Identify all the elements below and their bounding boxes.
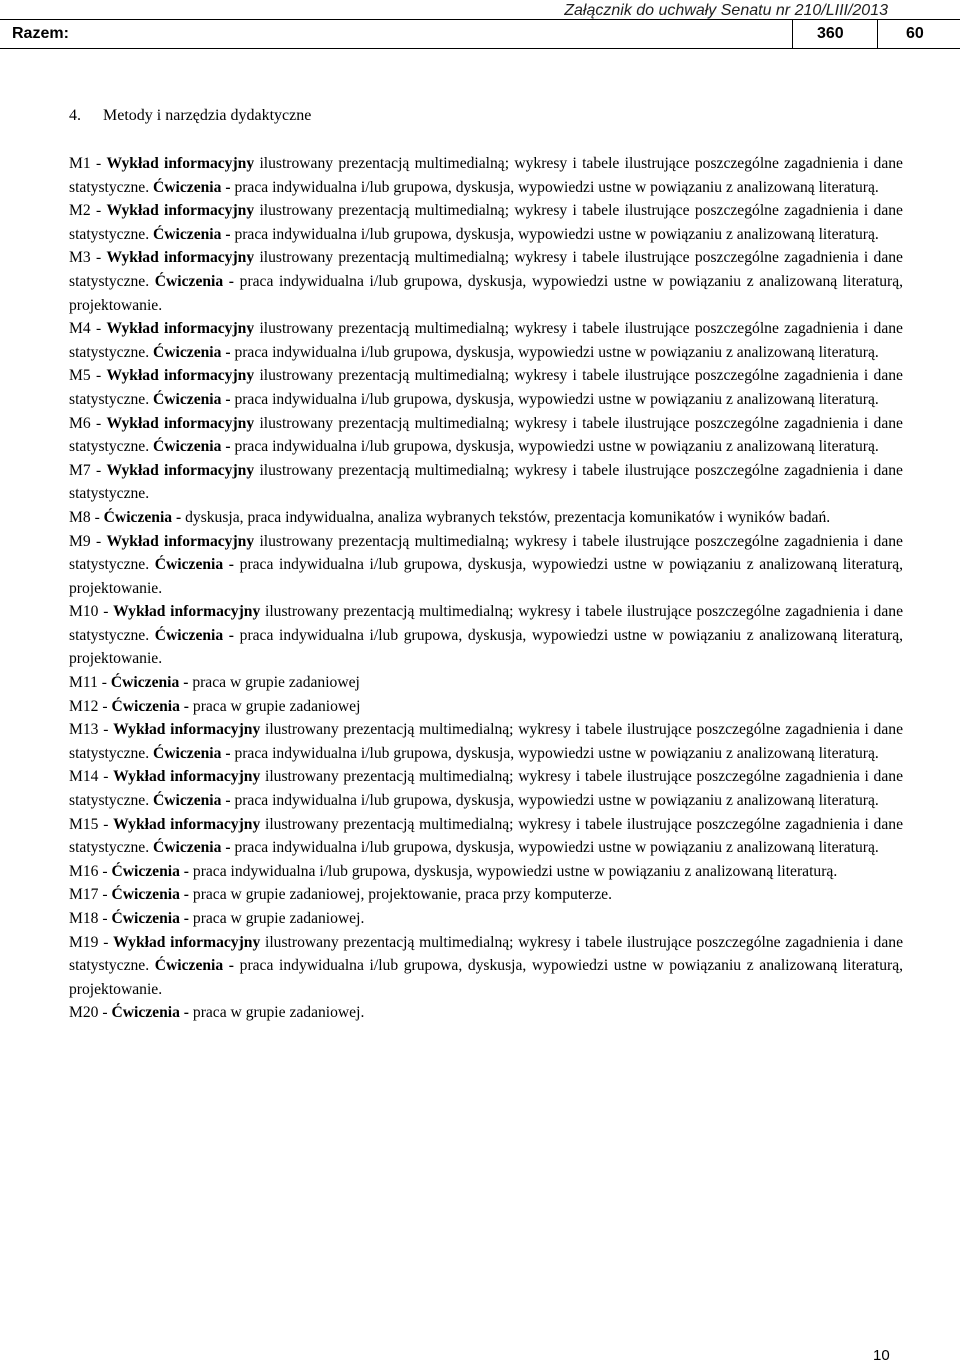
method-exercise-label: Ćwiczenia -: [153, 178, 231, 196]
method-exercise-label: Ćwiczenia -: [111, 862, 189, 880]
summary-points: 60: [878, 20, 960, 49]
method-lecture-label: Wykład informacyjny: [106, 414, 255, 432]
method-exercise-label: Ćwiczenia -: [111, 697, 189, 715]
summary-hours: 360: [793, 20, 878, 49]
method-exercise-text: praca indywidualna i/lub grupowa, dyskusja, wypowiedzi ustne w powiązaniu z analizowaną literaturą, projektowanie.: [69, 626, 904, 668]
method-code: M13: [69, 721, 99, 739]
method-lecture-text: ilustrowany prezentacją multimedialną; wykresy i tabele ilustrujące poszczególne zagadnienia i dane statystyczne.: [69, 532, 903, 574]
method-item-m1: M1 - Wykład informacyjny ilustrowany prezentacją multimedialną; wykresy i tabele ilustrujące poszczególne zagadnienia i dane statystyczne. Ćwiczenia - praca indywidualna i/lub grupowa, dyskusja, wypowiedzi ustne w powiązaniu z analizowaną literaturą.: [69, 155, 903, 196]
method-item-m13: M13 - Wykład informacyjny ilustrowany prezentacją multimedialną; wykresy i tabele ilustrujące poszczególne zagadnienia i dane statystyczne. Ćwiczenia - praca indywidualna i/lub grupowa, dyskusja, wypowiedzi ustne w powiązaniu z analizowaną literaturą.: [69, 721, 903, 762]
method-lecture-text: ilustrowany prezentacją multimedialną; wykresy i tabele ilustrujące poszczególne zagadnienia i dane statystyczne.: [69, 721, 903, 762]
method-exercise-text: praca indywidualna i/lub grupowa, dyskusja, wypowiedzi ustne w powiązaniu z analizowaną literaturą.: [234, 438, 879, 456]
method-code: M6: [69, 414, 91, 432]
method-lecture-text: ilustrowany prezentacją multimedialną; wykresy i tabele ilustrujące poszczególne zagadnienia i dane statystyczne.: [69, 933, 903, 975]
method-item-m11: M11 - Ćwiczenia - praca w grupie zadaniowej: [69, 674, 360, 692]
method-code: M3: [69, 249, 91, 267]
method-item-m18: M18 - Ćwiczenia - praca w grupie zadaniowej.: [69, 910, 365, 927]
method-code: M1: [69, 155, 91, 172]
method-exercise-text: praca w grupie zadaniowej.: [192, 1004, 365, 1022]
section-heading: [69, 105, 311, 127]
method-exercise-text: praca indywidualna i/lub grupowa, dyskusja, wypowiedzi ustne w powiązaniu z analizowaną literaturą.: [234, 225, 879, 243]
method-exercise-label: Ćwiczenia -: [153, 438, 231, 456]
method-code: M10: [69, 603, 99, 621]
method-code: M18: [69, 910, 99, 927]
method-exercise-text: praca w grupie zadaniowej, projektowanie, praca przy komputerze.: [192, 886, 612, 904]
method-lecture-label: Wykład informacyjny: [113, 933, 261, 951]
method-exercise-text: praca indywidualna i/lub grupowa, dyskusja, wypowiedzi ustne w powiązaniu z analizowaną literaturą.: [234, 390, 879, 408]
method-code: M12: [69, 697, 99, 715]
method-exercise-label: Ćwiczenia -: [154, 957, 234, 975]
method-item-m2: M2 - Wykład informacyjny ilustrowany prezentacją multimedialną; wykresy i tabele ilustrujące poszczególne zagadnienia i dane statystyczne. Ćwiczenia - praca indywidualna i/lub grupowa, dyskusja, wypowiedzi ustne w powiązaniu z analizowaną literaturą.: [69, 202, 903, 243]
method-lecture-text: ilustrowany prezentacją multimedialną; wykresy i tabele ilustrujące poszczególne zagadnienia i dane statystyczne.: [69, 603, 903, 644]
method-code: M8: [69, 508, 91, 526]
method-exercise-label: Ćwiczenia -: [110, 674, 189, 692]
method-exercise-label: Ćwiczenia -: [154, 272, 234, 290]
method-exercise-text: praca indywidualna i/lub grupowa, dyskusja, wypowiedzi ustne w powiązaniu z analizowaną literaturą, projektowanie.: [69, 556, 904, 597]
method-lecture-text: ilustrowany prezentacją multimedialną; wykresy i tabele ilustrujące poszczególne zagadnienia i dane statystyczne.: [69, 155, 903, 196]
method-lecture-text: ilustrowany prezentacją multimedialną; wykresy i tabele ilustrujące poszczególne zagadnienia i dane statystyczne.: [69, 249, 903, 290]
method-exercise-text: praca w grupie zadaniowej.: [192, 910, 365, 927]
method-exercise-label: Ćwiczenia -: [103, 508, 182, 526]
method-exercise-text: praca indywidualna i/lub grupowa, dyskusja, wypowiedzi ustne w powiązaniu z analizowaną literaturą.: [234, 792, 879, 810]
method-lecture-label: Wykład informacyjny: [106, 367, 255, 385]
method-exercise-label: Ćwiczenia -: [154, 626, 234, 644]
method-lecture-text: ilustrowany prezentacją multimedialną; wykresy i tabele ilustrujące poszczególne zagadnienia i dane statystyczne.: [69, 367, 903, 408]
method-lecture-label: Wykład informacyjny: [106, 155, 255, 172]
methods-list: [69, 152, 903, 1025]
method-item-m5: M5 - Wykład informacyjny ilustrowany prezentacją multimedialną; wykresy i tabele ilustrujące poszczególne zagadnienia i dane statystyczne. Ćwiczenia - praca indywidualna i/lub grupowa, dyskusja, wypowiedzi ustne w powiązaniu z analizowaną literaturą.: [69, 367, 903, 408]
summary-label: Razem:: [0, 20, 793, 49]
method-exercise-text: praca indywidualna i/lub grupowa, dyskusja, wypowiedzi ustne w powiązaniu z analizowaną literaturą.: [234, 343, 879, 361]
method-exercise-label: Ćwiczenia -: [153, 390, 231, 408]
method-lecture-label: Wykład informacyjny: [106, 320, 255, 338]
method-lecture-text: ilustrowany prezentacją multimedialną; wykresy i tabele ilustrujące poszczególne zagadnienia i dane statystyczne.: [69, 414, 903, 456]
method-code: M17: [69, 886, 99, 904]
method-lecture-text: ilustrowany prezentacją multimedialną; wykresy i tabele ilustrujące poszczególne zagadnienia i dane statystyczne.: [69, 202, 903, 243]
method-exercise-text: praca indywidualna i/lub grupowa, dyskusja, wypowiedzi ustne w powiązaniu z analizowaną literaturą.: [234, 178, 879, 196]
method-exercise-text: praca indywidualna i/lub grupowa, dyskusja, wypowiedzi ustne w powiązaniu z analizowaną literaturą, projektowanie.: [69, 957, 904, 998]
method-exercise-text: praca w grupie zadaniowej: [192, 697, 361, 715]
method-code: M9: [69, 532, 91, 550]
method-lecture-label: Wykład informacyjny: [106, 202, 255, 220]
method-code: M16: [69, 862, 99, 880]
method-lecture-label: Wykład informacyjny: [106, 461, 255, 479]
method-item-m8: M8 - Ćwiczenia - dyskusja, praca indywidualna, analiza wybranych tekstów, prezentacja komunikatów i wyników badań.: [69, 508, 831, 526]
method-code: M11: [69, 674, 98, 692]
method-code: M20: [69, 1004, 99, 1022]
method-code: M4: [69, 320, 91, 338]
method-exercise-text: praca indywidualna i/lub grupowa, dyskusja, wypowiedzi ustne w powiązaniu z analizowaną literaturą.: [192, 862, 838, 880]
method-exercise-label: Ćwiczenia -: [111, 910, 189, 927]
page-number: 10: [873, 1347, 890, 1364]
method-item-m14: M14 - Wykład informacyjny ilustrowany prezentacją multimedialną; wykresy i tabele ilustrujące poszczególne zagadnienia i dane statystyczne. Ćwiczenia - praca indywidualna i/lub grupowa, dyskusja, wypowiedzi ustne w powiązaniu z analizowaną literaturą.: [69, 768, 903, 810]
section-number: 4.: [69, 107, 81, 124]
method-code: M7: [69, 461, 91, 479]
method-lecture-label: Wykład informacyjny: [106, 249, 255, 267]
method-code: M19: [69, 933, 99, 951]
method-item-m20: M20 - Ćwiczenia - praca w grupie zadaniowej.: [69, 1004, 365, 1022]
method-item-m9: M9 - Wykład informacyjny ilustrowany prezentacją multimedialną; wykresy i tabele ilustrujące poszczególne zagadnienia i dane statystyczne. Ćwiczenia - praca indywidualna i/lub grupowa, dyskusja, wypowiedzi ustne w powiązaniu z analizowaną literaturą, projektowanie.: [69, 532, 904, 597]
method-item-m15: M15 - Wykład informacyjny ilustrowany prezentacją multimedialną; wykresy i tabele ilustrujące poszczególne zagadnienia i dane statystyczne. Ćwiczenia - praca indywidualna i/lub grupowa, dyskusja, wypowiedzi ustne w powiązaniu z analizowaną literaturą.: [69, 815, 903, 857]
method-exercise-text: dyskusja, praca indywidualna, analiza wybranych tekstów, prezentacja komunikatów i wyników badań.: [185, 508, 831, 526]
method-lecture-label: Wykład informacyjny: [113, 768, 261, 786]
attachment-header-note: Załącznik do uchwały Senatu nr 210/LIII/2013: [564, 2, 888, 19]
method-exercise-label: Ćwiczenia -: [153, 839, 231, 857]
method-lecture-label: Wykład informacyjny: [113, 815, 261, 833]
method-exercise-text: praca indywidualna i/lub grupowa, dyskusja, wypowiedzi ustne w powiązaniu z analizowaną literaturą, projektowanie.: [69, 272, 904, 314]
method-exercise-text: praca indywidualna i/lub grupowa, dyskusja, wypowiedzi ustne w powiązaniu z analizowaną literaturą.: [234, 744, 879, 762]
method-item-m19: M19 - Wykład informacyjny ilustrowany prezentacją multimedialną; wykresy i tabele ilustrujące poszczególne zagadnienia i dane statystyczne. Ćwiczenia - praca indywidualna i/lub grupowa, dyskusja, wypowiedzi ustne w powiązaniu z analizowaną literaturą, projektowanie.: [69, 933, 904, 998]
method-item-m6: M6 - Wykład informacyjny ilustrowany prezentacją multimedialną; wykresy i tabele ilustrujące poszczególne zagadnienia i dane statystyczne. Ćwiczenia - praca indywidualna i/lub grupowa, dyskusja, wypowiedzi ustne w powiązaniu z analizowaną literaturą.: [69, 414, 903, 456]
method-item-m12: M12 - Ćwiczenia - praca w grupie zadaniowej: [69, 697, 361, 715]
method-code: M5: [69, 367, 91, 385]
method-lecture-label: Wykład informacyjny: [113, 603, 261, 621]
method-lecture-text: ilustrowany prezentacją multimedialną; wykresy i tabele ilustrujące poszczególne zagadnienia i dane statystyczne.: [69, 768, 903, 810]
method-item-m17: M17 - Ćwiczenia - praca w grupie zadaniowej, projektowanie, praca przy komputerze.: [69, 886, 612, 904]
summary-row: [0, 20, 960, 49]
method-code: M2: [69, 202, 91, 220]
method-item-m4: M4 - Wykład informacyjny ilustrowany prezentacją multimedialną; wykresy i tabele ilustrujące poszczególne zagadnienia i dane statystyczne. Ćwiczenia - praca indywidualna i/lub grupowa, dyskusja, wypowiedzi ustne w powiązaniu z analizowaną literaturą.: [69, 320, 903, 361]
method-exercise-label: Ćwiczenia -: [111, 886, 189, 904]
method-lecture-text: ilustrowany prezentacją multimedialną; wykresy i tabele ilustrujące poszczególne zagadnienia i dane statystyczne.: [69, 461, 903, 503]
method-code: M14: [69, 768, 99, 786]
method-exercise-text: praca w grupie zadaniowej: [192, 674, 360, 692]
method-exercise-label: Ćwiczenia -: [153, 792, 231, 810]
method-exercise-label: Ćwiczenia -: [153, 744, 231, 762]
section-title: Metody i narzędzia dydaktyczne: [103, 107, 312, 124]
method-lecture-label: Wykład informacyjny: [106, 532, 255, 550]
method-exercise-label: Ćwiczenia -: [153, 225, 231, 243]
method-exercise-label: Ćwiczenia -: [153, 343, 231, 361]
method-item-m16: M16 - Ćwiczenia - praca indywidualna i/lub grupowa, dyskusja, wypowiedzi ustne w powiązaniu z analizowaną literaturą.: [69, 862, 838, 880]
method-item-m10: M10 - Wykład informacyjny ilustrowany prezentacją multimedialną; wykresy i tabele ilustrujące poszczególne zagadnienia i dane statystyczne. Ćwiczenia - praca indywidualna i/lub grupowa, dyskusja, wypowiedzi ustne w powiązaniu z analizowaną literaturą, projektowanie.: [69, 603, 904, 668]
method-exercise-label: Ćwiczenia -: [111, 1004, 189, 1022]
method-item-m7: M7 - Wykład informacyjny ilustrowany prezentacją multimedialną; wykresy i tabele ilustrujące poszczególne zagadnienia i dane statystyczne.: [69, 461, 903, 503]
summary-table: [0, 19, 960, 49]
method-lecture-label: Wykład informacyjny: [113, 721, 261, 739]
method-code: M15: [69, 815, 99, 833]
method-lecture-text: ilustrowany prezentacją multimedialną; wykresy i tabele ilustrujące poszczególne zagadnienia i dane statystyczne.: [69, 815, 903, 857]
method-exercise-text: praca indywidualna i/lub grupowa, dyskusja, wypowiedzi ustne w powiązaniu z analizowaną literaturą.: [234, 839, 879, 857]
method-lecture-text: ilustrowany prezentacją multimedialną; wykresy i tabele ilustrujące poszczególne zagadnienia i dane statystyczne.: [69, 320, 903, 361]
method-item-m3: M3 - Wykład informacyjny ilustrowany prezentacją multimedialną; wykresy i tabele ilustrujące poszczególne zagadnienia i dane statystyczne. Ćwiczenia - praca indywidualna i/lub grupowa, dyskusja, wypowiedzi ustne w powiązaniu z analizowaną literaturą, projektowanie.: [69, 249, 904, 314]
method-exercise-label: Ćwiczenia -: [154, 556, 234, 574]
